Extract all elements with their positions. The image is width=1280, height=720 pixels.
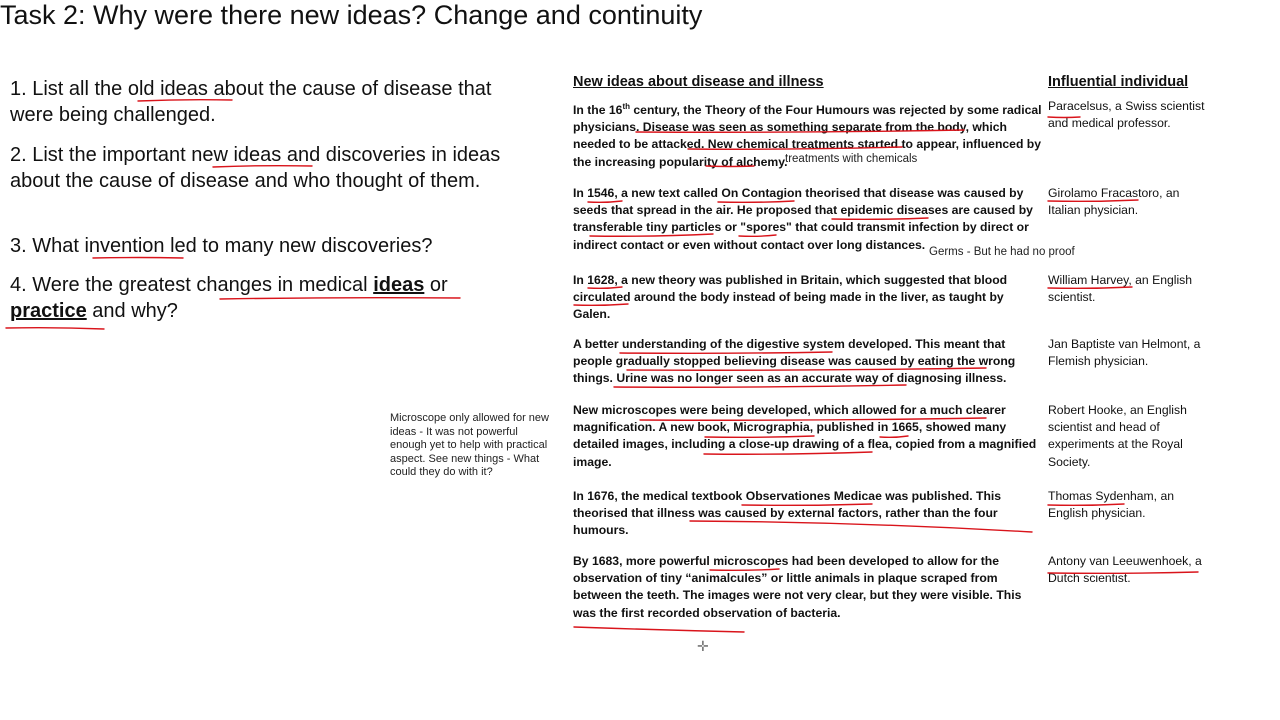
underline-practice: [6, 328, 104, 329]
page-title: Task 2: Why were there new ideas? Change and continuity: [0, 0, 703, 30]
individual-row-5: Robert Hooke, an English scientist and head of experiments at the Royal Society.: [1048, 403, 1187, 469]
idea-row-6: In 1676, the medical textbook Observationes Medicae was published. This theorised that illness was caused by external factors, rather than the four humours.: [573, 489, 1002, 538]
individual-row-6: Thomas Sydenham, an English physician.: [1048, 489, 1175, 521]
column-header-individual: Influential individual: [1048, 74, 1189, 90]
individual-row-2: Girolamo Fracastoro, an Italian physician.: [1048, 186, 1180, 218]
question-1: 1. List all the old ideas about the cause of disease that were being challenged.: [10, 78, 492, 126]
annotation-microscope: Microscope only allowed for new ideas - It was not powerful enough yet to help with practical aspect. See new things - What could they do with it?: [390, 412, 549, 479]
q4-key-phrase: changes in medical: [196, 274, 374, 296]
idea-row-1: In the 16th century, the Theory of the Four Humours was rejected by some radical physicians. Disease was seen as something separate from the body, which needed to be attacked. New chemical treatments started to appear, influenced by the increasing popularity of alchemy.: [573, 102, 1042, 169]
q1-key-phrase: old ideas: [127, 78, 208, 100]
q2-key-phrase: new ideas: [191, 144, 282, 166]
individual-row-4: Jan Baptiste van Helmont, a Flemish physician.: [1048, 337, 1201, 369]
question-3: 3. What invention led to many new discoveries?: [10, 235, 433, 257]
column-header-ideas: New ideas about disease and illness: [573, 74, 824, 90]
question-4: 4. Were the greatest changes in medical ideas or practice and why?: [10, 274, 448, 322]
idea-row-5: New microscopes were being developed, which allowed for a much clearer magnification. A new book, Micrographia, published in 1665, showed many detailed images, including a close-up drawing of a flea, copied from a magnified image.: [573, 403, 1037, 469]
crosshair-cursor-icon: ✛: [697, 638, 709, 654]
annotation-germs: Germs - But he had no proof: [929, 246, 1075, 258]
idea-row-2: In 1546, a new text called On Contagion theorised that disease was caused by seeds that spread in the air. He proposed that epidemic diseases are caused by transferable tiny particles or "spores" that could transmit infection by direct or indirect contact or even without contact over long distances.: [573, 186, 1033, 252]
annotation-treatments: treatments with chemicals: [785, 153, 918, 165]
idea-row-7: By 1683, more powerful microscopes had been developed to allow for the observation of tiny “animalcules” or little animals in plaque scraped from between the teeth. The images were not very clear, but they were visible. This was the first recorded observation of bacteria.: [573, 554, 1022, 620]
question-2: 2. List the important new ideas and discoveries in ideas about the cause of disease and who thought of them.: [10, 144, 501, 192]
individual-row-3: William Harvey, an English scientist.: [1048, 273, 1193, 305]
idea-row-4: A better understanding of the digestive system developed. This meant that people gradually stopped believing disease was caused by eating the wrong things. Urine was no longer seen as an accurate way of diagnosing illness.: [573, 337, 1016, 386]
individual-row-7: Antony van Leeuwenhoek, a Dutch scientist.: [1048, 554, 1202, 586]
q3-key-phrase: invention: [84, 235, 165, 257]
idea-row-3: In 1628, a new theory was published in Britain, which suggested that blood circulated around the body instead of being made in the liver, as taught by Galen.: [573, 273, 1008, 322]
individual-row-1: Paracelsus, a Swiss scientist and medical professor.: [1048, 99, 1205, 131]
